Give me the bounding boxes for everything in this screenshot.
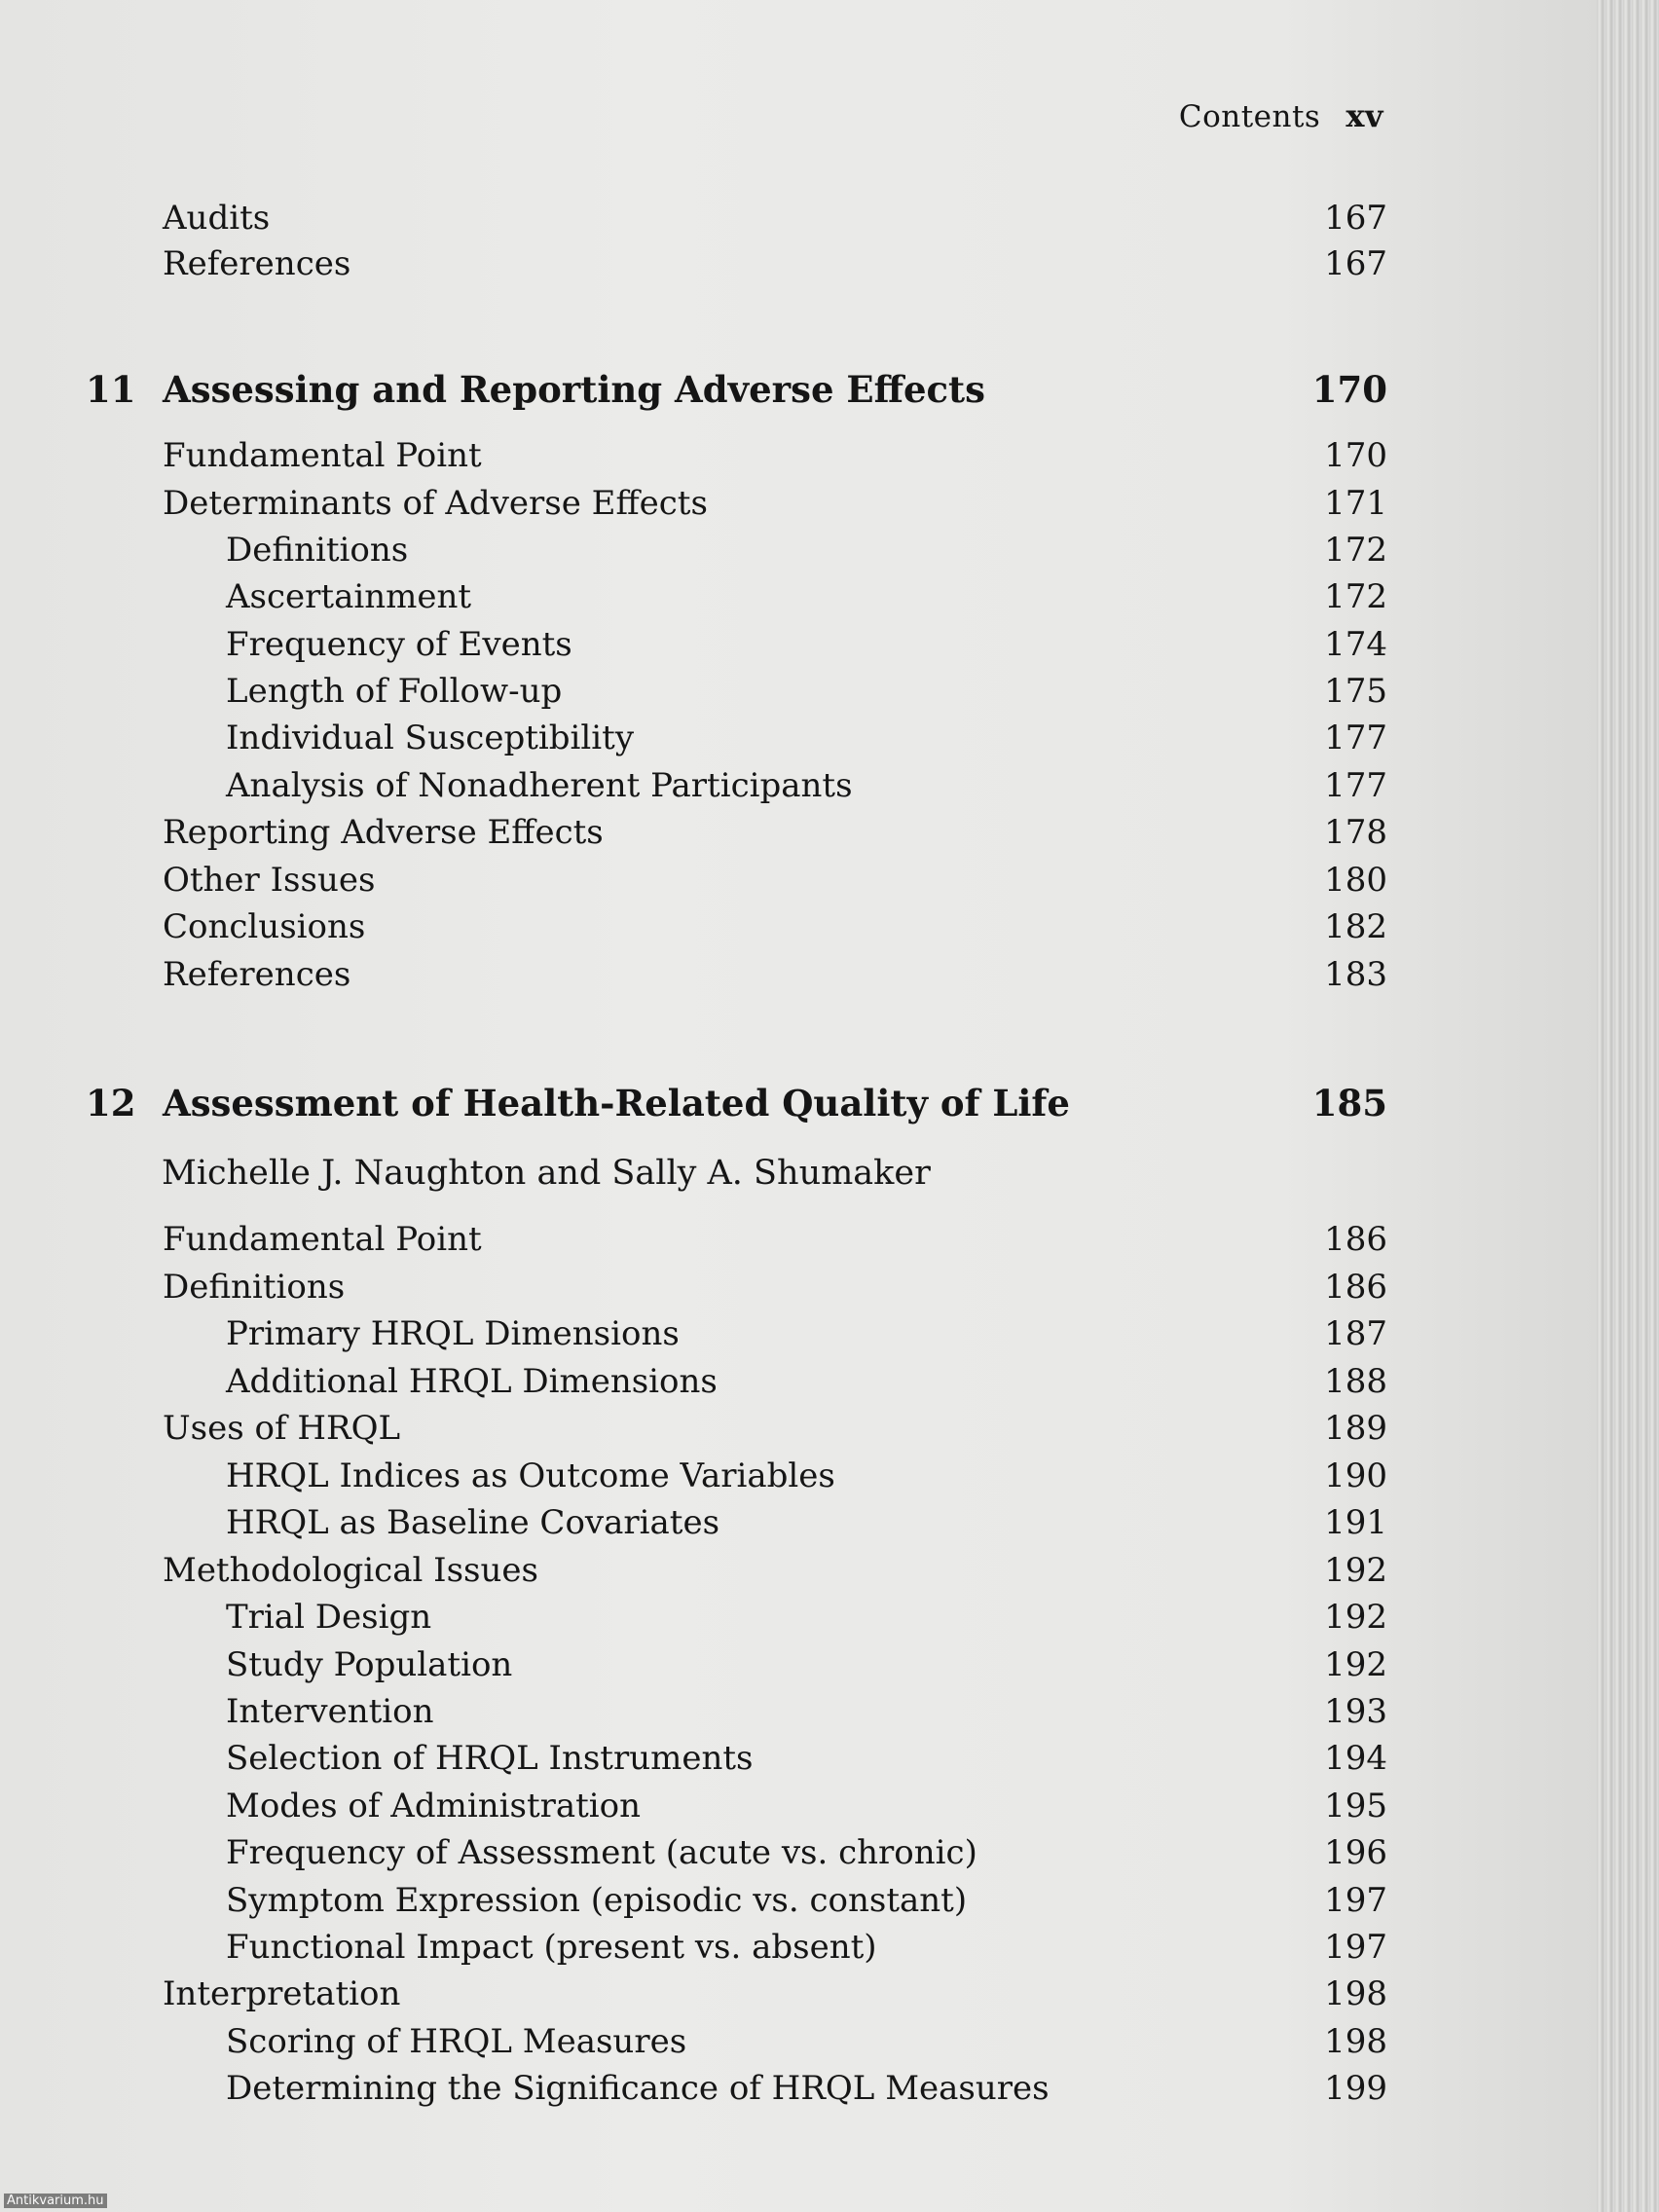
toc-subentry-title: HRQL Indices as Outcome Variables — [226, 1456, 835, 1495]
toc-subentry-title: Study Population — [226, 1645, 513, 1684]
toc-entry-title: Uses of HRQL — [163, 1409, 401, 1448]
toc-subentry-page: 197 — [1324, 1928, 1387, 1967]
toc-subentry-page: 194 — [1324, 1739, 1387, 1778]
toc-entry-page: 171 — [1324, 484, 1387, 523]
toc-subentry-page: 187 — [1324, 1314, 1387, 1353]
toc-subentry-title: Frequency of Events — [226, 625, 572, 664]
toc-subentry-page: 197 — [1324, 1881, 1387, 1920]
toc-subentry-title: Trial Design — [226, 1598, 432, 1637]
toc-entry-page: 182 — [1324, 907, 1387, 946]
header-page-number: xv — [1346, 97, 1383, 134]
toc-entry-title: Determinants of Adverse Effects — [163, 484, 708, 523]
toc-subentry-page: 193 — [1324, 1692, 1387, 1731]
toc-subentry-title: Frequency of Assessment (acute vs. chronic) — [226, 1833, 977, 1872]
toc-entry-page: 180 — [1324, 861, 1387, 900]
toc-entry-title: Audits — [163, 199, 271, 238]
toc-subentry-title: Ascertainment — [226, 577, 472, 616]
toc-entry-title: Reporting Adverse Effects — [163, 813, 604, 852]
toc-subentry-title: Additional HRQL Dimensions — [226, 1362, 718, 1401]
toc-subentry-page: 191 — [1324, 1503, 1387, 1542]
toc-subentry-page: 188 — [1324, 1362, 1387, 1401]
chapter-title: Assessing and Reporting Adverse Effects — [163, 368, 985, 411]
chapter-number: 11 — [86, 368, 136, 411]
toc-entry-title: Methodological Issues — [163, 1551, 538, 1590]
toc-subentry-page: 190 — [1324, 1456, 1387, 1495]
watermark: Antikvarium.hu — [4, 2194, 107, 2208]
toc-subentry-title: Analysis of Nonadherent Participants — [226, 766, 853, 805]
toc-subentry-title: Scoring of HRQL Measures — [226, 2022, 687, 2061]
toc-entry-title: References — [163, 955, 351, 994]
running-header — [1179, 97, 1383, 134]
toc-entry-page: 198 — [1324, 1974, 1387, 2013]
chapter-title: Assessment of Health-Related Quality of Life — [163, 1082, 1070, 1124]
chapter-authors: Michelle J. Naughton and Sally A. Shumaker — [162, 1154, 931, 1193]
toc-entry-page: 186 — [1324, 1268, 1387, 1307]
toc-subentry-title: Individual Susceptibility — [226, 719, 635, 757]
chapter-page: 170 — [1311, 368, 1387, 411]
toc-entry-title: References — [163, 244, 351, 283]
toc-entry-title: Definitions — [163, 1268, 346, 1307]
toc-entry-title: Fundamental Point — [163, 1220, 482, 1259]
toc-subentry-page: 195 — [1324, 1787, 1387, 1825]
toc-subentry-title: Functional Impact (present vs. absent) — [226, 1928, 877, 1967]
toc-entry-page: 167 — [1324, 244, 1387, 283]
toc-entry-page: 178 — [1324, 813, 1387, 852]
toc-entry-title: Conclusions — [163, 907, 366, 946]
toc-subentry-title: Intervention — [226, 1692, 434, 1731]
toc-subentry-title: Selection of HRQL Instruments — [226, 1739, 754, 1778]
toc-entry-page: 186 — [1324, 1220, 1387, 1259]
toc-entry-title: Other Issues — [163, 861, 376, 900]
toc-entry-page: 192 — [1324, 1551, 1387, 1590]
toc-subentry-title: HRQL as Baseline Covariates — [226, 1503, 720, 1542]
chapter-page: 185 — [1311, 1082, 1387, 1124]
header-label: Contents — [1178, 99, 1321, 134]
toc-subentry-title: Definitions — [226, 531, 409, 570]
toc-subentry-title: Determining the Significance of HRQL Measures — [226, 2069, 1050, 2108]
toc-subentry-page: 192 — [1324, 1598, 1387, 1637]
toc-subentry-page: 177 — [1324, 719, 1387, 757]
toc-subentry-title: Symptom Expression (episodic vs. constant) — [226, 1881, 968, 1920]
toc-subentry-page: 177 — [1324, 766, 1387, 805]
toc-subentry-title: Primary HRQL Dimensions — [226, 1314, 680, 1353]
toc-entry-page: 183 — [1324, 955, 1387, 994]
toc-entry-title: Fundamental Point — [163, 436, 482, 475]
toc-entry-page: 170 — [1324, 436, 1387, 475]
toc-subentry-page: 174 — [1324, 625, 1387, 664]
toc-subentry-page: 199 — [1324, 2069, 1387, 2108]
toc-subentry-title: Length of Follow-up — [226, 672, 563, 711]
book-edge — [1597, 0, 1659, 2212]
toc-subentry-page: 172 — [1324, 577, 1387, 616]
toc-subentry-page: 172 — [1324, 531, 1387, 570]
chapter-number: 12 — [86, 1082, 136, 1124]
toc-subentry-page: 175 — [1324, 672, 1387, 711]
toc-subentry-page: 192 — [1324, 1645, 1387, 1684]
toc-entry-page: 167 — [1324, 199, 1387, 238]
toc-subentry-title: Modes of Administration — [226, 1787, 642, 1825]
toc-subentry-page: 196 — [1324, 1833, 1387, 1872]
toc-entry-page: 189 — [1324, 1409, 1387, 1448]
toc-entry-title: Interpretation — [163, 1974, 401, 2013]
toc-subentry-page: 198 — [1324, 2022, 1387, 2061]
